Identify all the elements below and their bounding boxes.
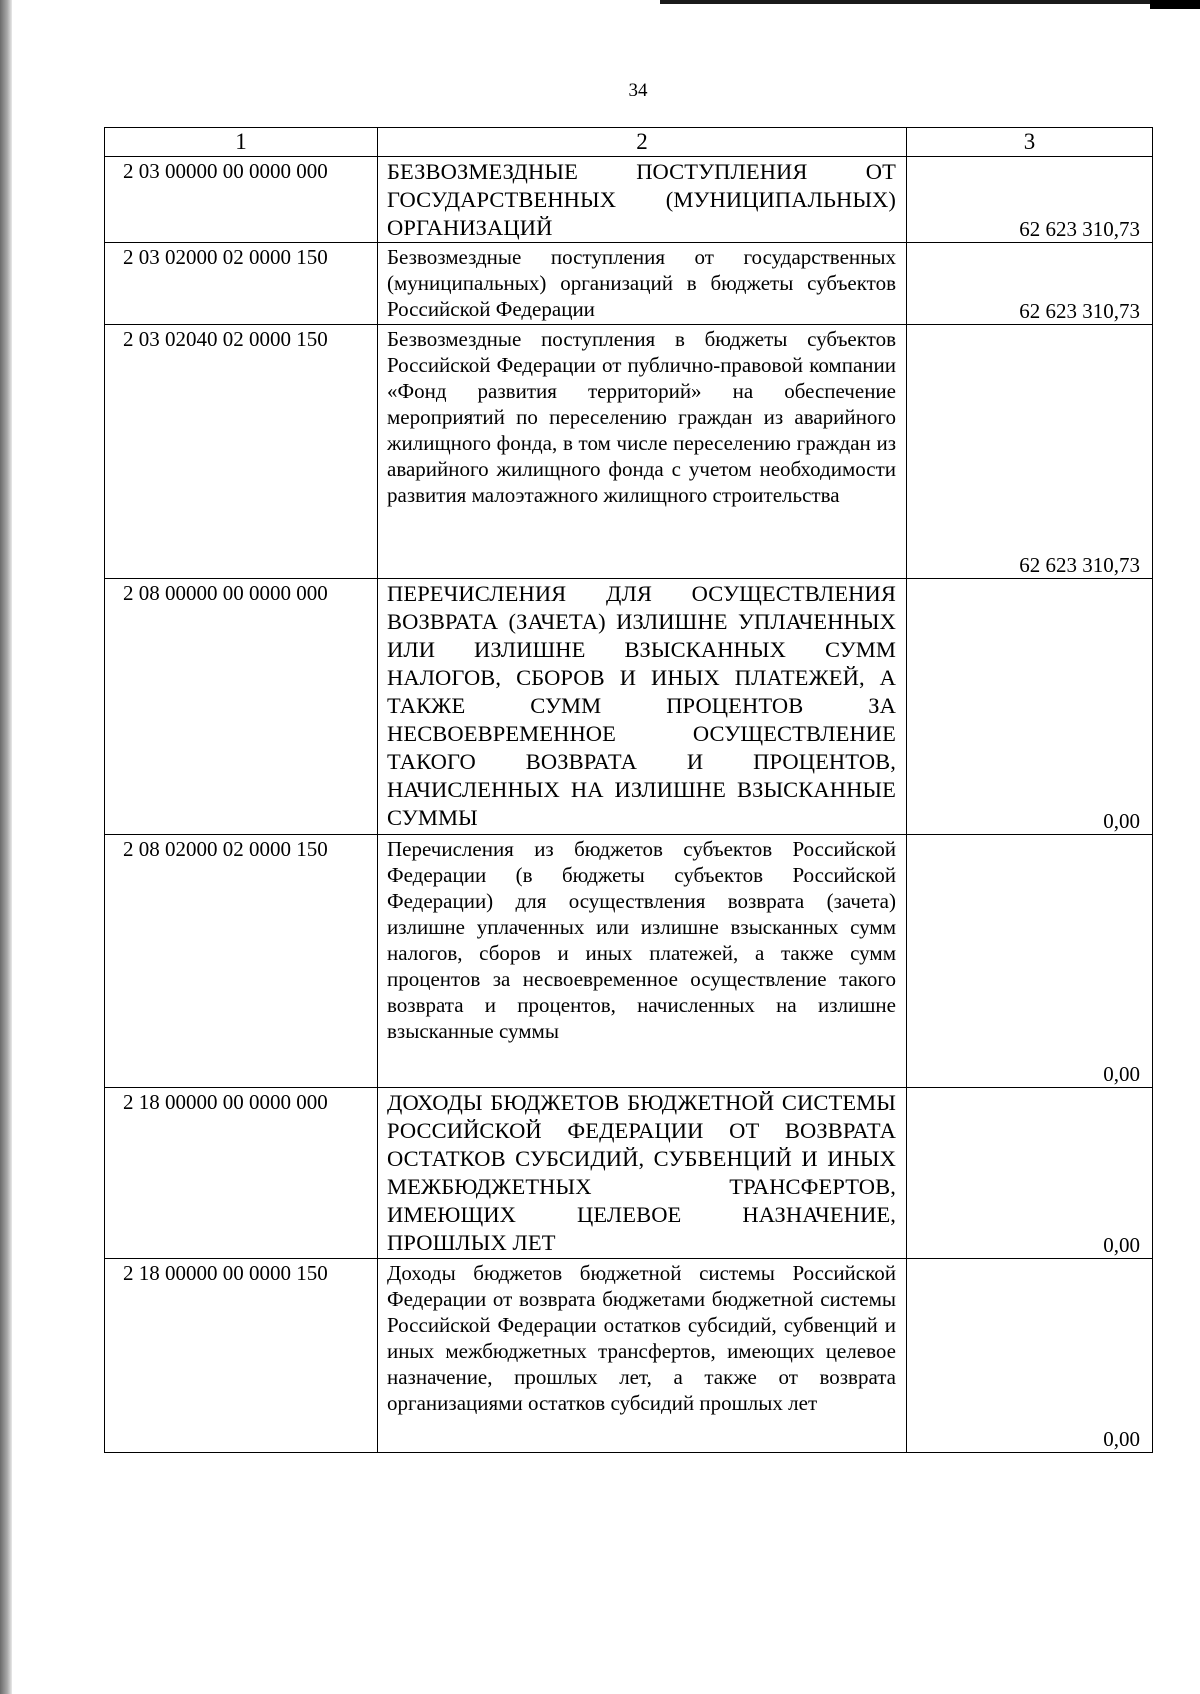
row-code: 2 03 00000 00 0000 000	[105, 157, 378, 243]
row-code: 2 03 02000 02 0000 150	[105, 243, 378, 325]
table-header-row	[105, 128, 1153, 157]
row-name: Доходы бюджетов бюджетной системы Российской Федерации от возврата бюджетами бюджетной системы Российской Федерации остатков субсидий, субвенций и иных межбюджетных трансфертов, имеющих целевое назначение, прошлых лет, а также от возврата организациями остатков субсидий прошлых лет	[378, 1259, 907, 1453]
table-row	[105, 243, 1153, 325]
row-code: 2 18 00000 00 0000 150	[105, 1259, 378, 1453]
row-amount: 0,00	[907, 835, 1153, 1088]
row-name: Перечисления из бюджетов субъектов Российской Федерации (в бюджеты субъектов Российской Федерации) для осуществления возврата (зачета) излишне уплаченных или излишне взысканных сумм налогов, сборов и иных платежей, а также сумм процентов за несвоевременное осуществление такого возврата и процентов, начисленных на излишне взысканные суммы	[378, 835, 907, 1088]
table-row	[105, 579, 1153, 835]
table-row	[105, 325, 1153, 579]
row-amount: 0,00	[907, 1259, 1153, 1453]
scan-top-edge-mark	[1150, 0, 1200, 9]
row-name: Безвозмездные поступления в бюджеты субъектов Российской Федерации от публично-правовой компании «Фонд развития территорий» на обеспечение мероприятий по переселению граждан из аварийного жилищного фонда, в том числе переселению граждан из аварийного жилищного фонда с учетом необходимости развития малоэтажного жилищного строительства	[378, 325, 907, 579]
row-name: Безвозмездные поступления от государственных (муниципальных) организаций в бюджеты субъектов Российской Федерации	[378, 243, 907, 325]
row-amount: 0,00	[907, 1088, 1153, 1259]
column-header-1: 1	[105, 128, 378, 157]
budget-table	[104, 127, 1153, 1453]
row-name: ПЕРЕЧИСЛЕНИЯ ДЛЯ ОСУЩЕСТВЛЕНИЯ ВОЗВРАТА (ЗАЧЕТА) ИЗЛИШНЕ УПЛАЧЕННЫХ ИЛИ ИЗЛИШНЕ ВЗЫСКАННЫХ СУММ НАЛОГОВ, СБОРОВ И ИНЫХ ПЛАТЕЖЕЙ, А ТАКЖЕ СУММ ПРОЦЕНТОВ ЗА НЕСВОЕВРЕМЕННОЕ ОСУЩЕСТВЛЕНИЕ ТАКОГО ВОЗВРАТА И ПРОЦЕНТОВ, НАЧИСЛЕННЫХ НА ИЗЛИШНЕ ВЗЫСКАННЫЕ СУММЫ	[378, 579, 907, 835]
row-amount: 62 623 310,73	[907, 325, 1153, 579]
column-header-3: 3	[907, 128, 1153, 157]
page-number: 34	[628, 80, 648, 101]
scan-top-edge	[660, 0, 1200, 4]
row-code: 2 08 00000 00 0000 000	[105, 579, 378, 835]
scan-left-edge	[0, 0, 12, 1694]
table-row	[105, 1259, 1153, 1453]
row-amount: 0,00	[907, 579, 1153, 835]
row-amount: 62 623 310,73	[907, 157, 1153, 243]
table-row	[105, 835, 1153, 1088]
row-code: 2 08 02000 02 0000 150	[105, 835, 378, 1088]
row-code: 2 03 02040 02 0000 150	[105, 325, 378, 579]
table-row	[105, 157, 1153, 243]
column-header-2: 2	[378, 128, 907, 157]
table-row	[105, 1088, 1153, 1259]
row-code: 2 18 00000 00 0000 000	[105, 1088, 378, 1259]
row-amount: 62 623 310,73	[907, 243, 1153, 325]
row-name: БЕЗВОЗМЕЗДНЫЕ ПОСТУПЛЕНИЯ ОТ ГОСУДАРСТВЕННЫХ (МУНИЦИПАЛЬНЫХ) ОРГАНИЗАЦИЙ	[378, 157, 907, 243]
row-name: ДОХОДЫ БЮДЖЕТОВ БЮДЖЕТНОЙ СИСТЕМЫ РОССИЙСКОЙ ФЕДЕРАЦИИ ОТ ВОЗВРАТА ОСТАТКОВ СУБСИДИЙ, СУБВЕНЦИЙ И ИНЫХ МЕЖБЮДЖЕТНЫХ ТРАНСФЕРТОВ, ИМЕЮЩИХ ЦЕЛЕВОЕ НАЗНАЧЕНИЕ, ПРОШЛЫХ ЛЕТ	[378, 1088, 907, 1259]
